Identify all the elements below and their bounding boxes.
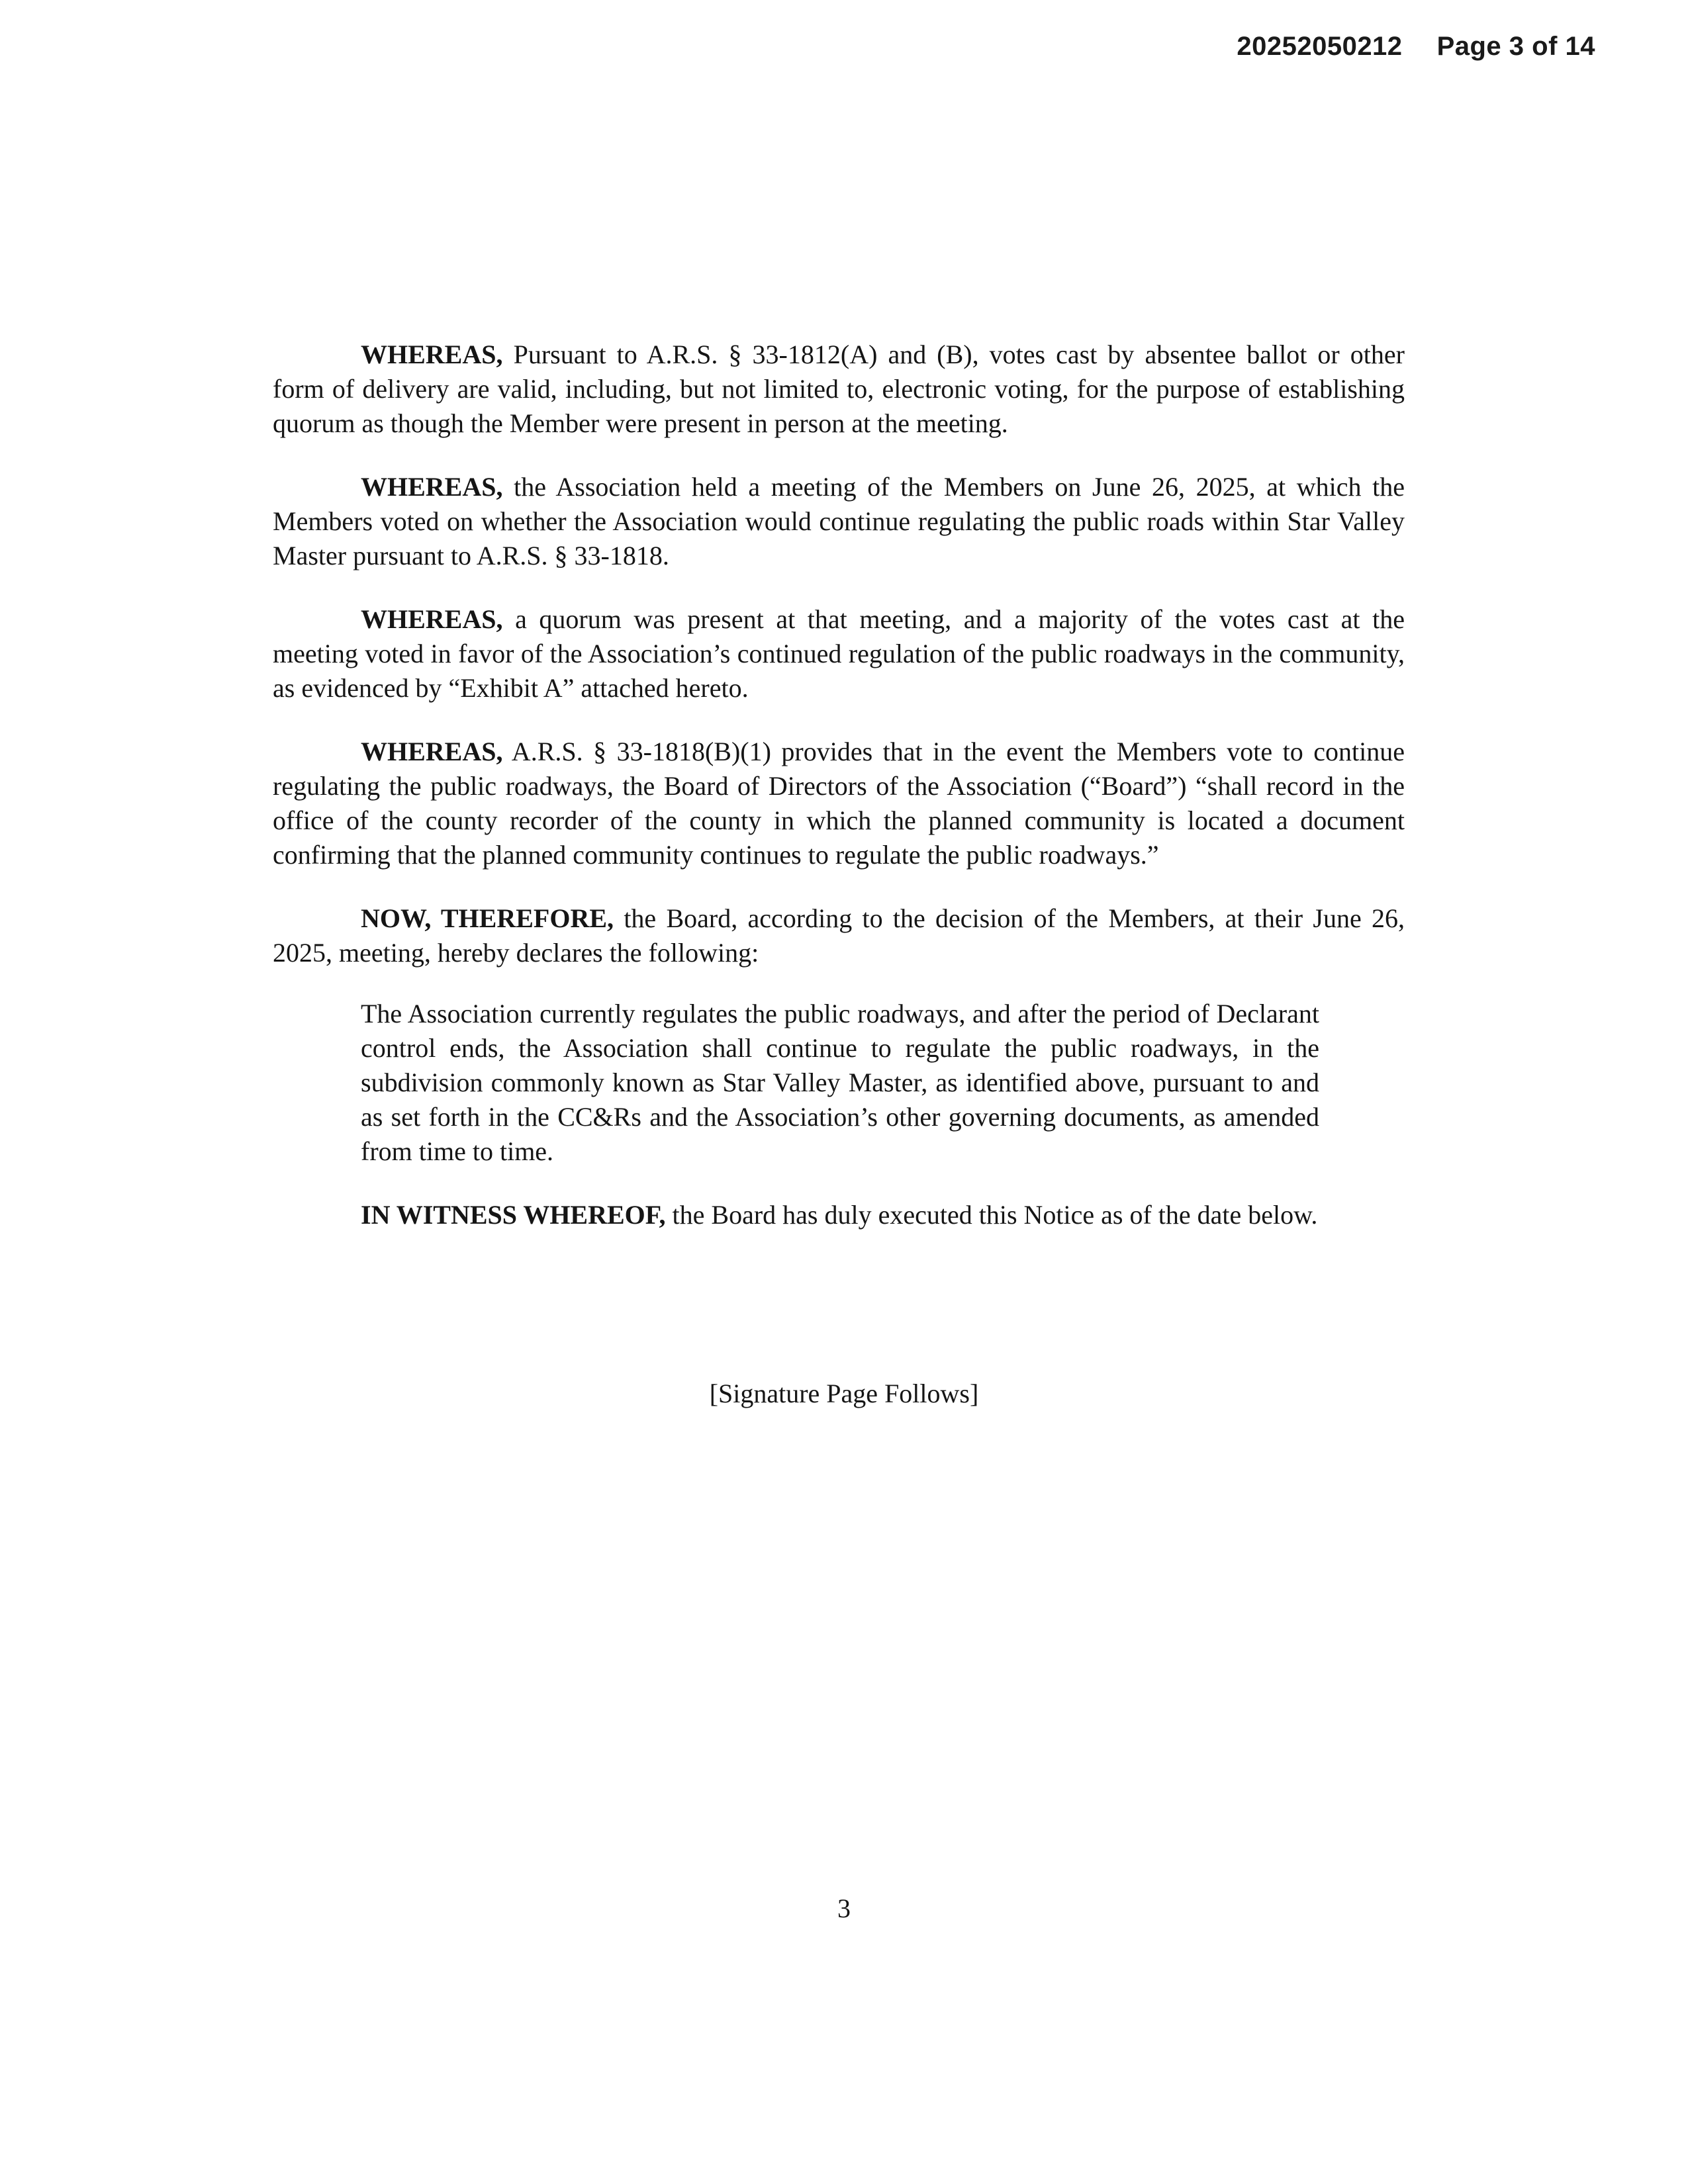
- paragraph-text: the Association held a meeting of the Members on June 26, 2025, at which the Members voted on whether the Association would continue regulating the public roads within Star Valley Master pursuant to A.R.S. § 33-1818.: [273, 472, 1405, 570]
- paragraph-lead: WHEREAS,: [361, 604, 503, 634]
- paragraph-text: the Board has duly executed this Notice as of the date below.: [665, 1200, 1318, 1230]
- whereas-paragraph: [273, 338, 1405, 441]
- paragraph-text: Pursuant to A.R.S. § 33-1812(A) and (B), votes cast by absentee ballot or other form of delivery are valid, including, but not limited to, electronic voting, for the purpose of establishing quorum as though the Member were present in person at the meeting.: [273, 340, 1405, 438]
- signature-page-note: [Signature Page Follows]: [709, 1379, 979, 1408]
- page-number: 3: [837, 1893, 851, 1923]
- witness-paragraph: [273, 1198, 1405, 1232]
- paragraph-lead: NOW, THEREFORE,: [361, 903, 614, 933]
- document-header: [1237, 32, 1595, 62]
- paragraph-text: a quorum was present at that meeting, and a majority of the votes cast at the meeting voted in favor of the Association’s continued regulation of the public roadways in the community, as evidenced by “Exhibit A” attached hereto.: [273, 604, 1405, 703]
- declaration-block: The Association currently regulates the public roadways, and after the period of Declarant control ends, the Association shall continue to regulate the public roadways, in the subdivision commonly known as Star Valley Master, as identified above, pursuant to and as set forth in the CC&Rs and the Association’s other governing documents, as amended from time to time.: [361, 999, 1319, 1166]
- whereas-paragraph: [273, 735, 1405, 872]
- recording-number: 20252050212: [1237, 32, 1403, 61]
- whereas-paragraph: [273, 602, 1405, 705]
- whereas-paragraph: [273, 470, 1405, 573]
- document-body: [273, 338, 1405, 1232]
- page-indicator: Page 3 of 14: [1436, 32, 1595, 61]
- therefore-paragraph: [273, 901, 1405, 970]
- paragraph-lead: WHEREAS,: [361, 340, 503, 369]
- paragraph-lead: WHEREAS,: [361, 472, 503, 502]
- paragraph-lead: WHEREAS,: [361, 737, 503, 766]
- paragraph-lead: IN WITNESS WHEREOF,: [361, 1200, 666, 1230]
- paragraph-text: A.R.S. § 33-1818(B)(1) provides that in the event the Members vote to continue regulating the public roadways, the Board of Directors of the Association (“Board”) “shall record in the office of the county recorder of the county in which the planned community is located a document confirming that the planned community continues to regulate the public roadways.”: [273, 737, 1405, 870]
- paragraph-text: the Board, according to the decision of the Members, at their June 26, 2025, meeting, hereby declares the following:: [273, 903, 1405, 968]
